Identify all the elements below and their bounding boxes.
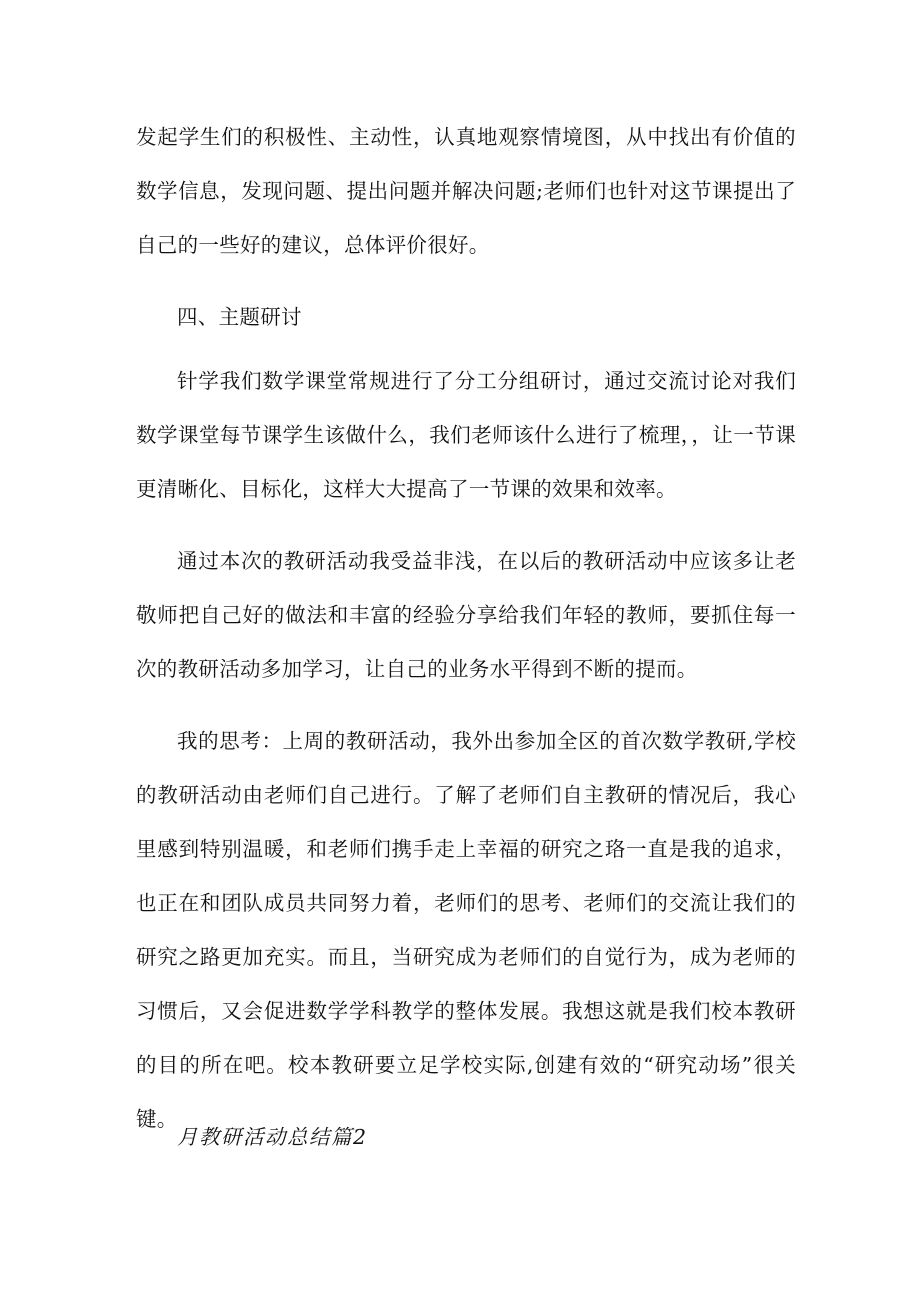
paragraph-benefit: 通过本次的教研活动我受益非浅，在以后的教研活动中应该多让老敬师把自己好的做法和丰富的经验分享给我们年轻的教师，要抓住每一次的教研活动多加学习，让自己的业务水平得到不断的提而。 [136, 549, 796, 681]
paragraph-my-thoughts: 我的思考：上周的教研活动，我外出参加全区的首次数学教研,学校的教研活动由老师们自己进行。了解了老师们自主教研的情况后，我心里感到特别温暖，和老师们携手走上幸福的研究之珞一直是我的追求，也正在和团队成员共同努力着，老师们的思考、老师们的交流让我们的研究之路更加充实。而且，当研究成为老师们的自觉行为，成为老师的习惯后，又会促进数学学科教学的整体发展。我想这就是我们校本教研的目的所在吧。校本教研要立足学校实际,创建有效的“研究动场”很关键。 [136, 729, 796, 1131]
paragraph-continuation: 发起学生们的积极性、主动性，认真地观察情境图，从中找出有价值的数学信息，发现问题、提出问题并解决问题;老师们也针对这节课提出了自己的一些好的建议，总体评价很好。 [136, 125, 796, 257]
paragraph-research-discussion: 针学我们数学课堂常规进行了分工分组研讨，通过交流讨论对我们数学课堂每节课学生该做什么，我们老师该什么进行了梳理，，让一节课更清晰化、目标化，这样大大提高了一节课的效果和效率。 [136, 369, 796, 501]
section-heading-topic-discussion: 四、主题研讨 [177, 305, 302, 329]
article-subtitle-part2: 月教研活动总结篇2 [177, 1125, 368, 1149]
